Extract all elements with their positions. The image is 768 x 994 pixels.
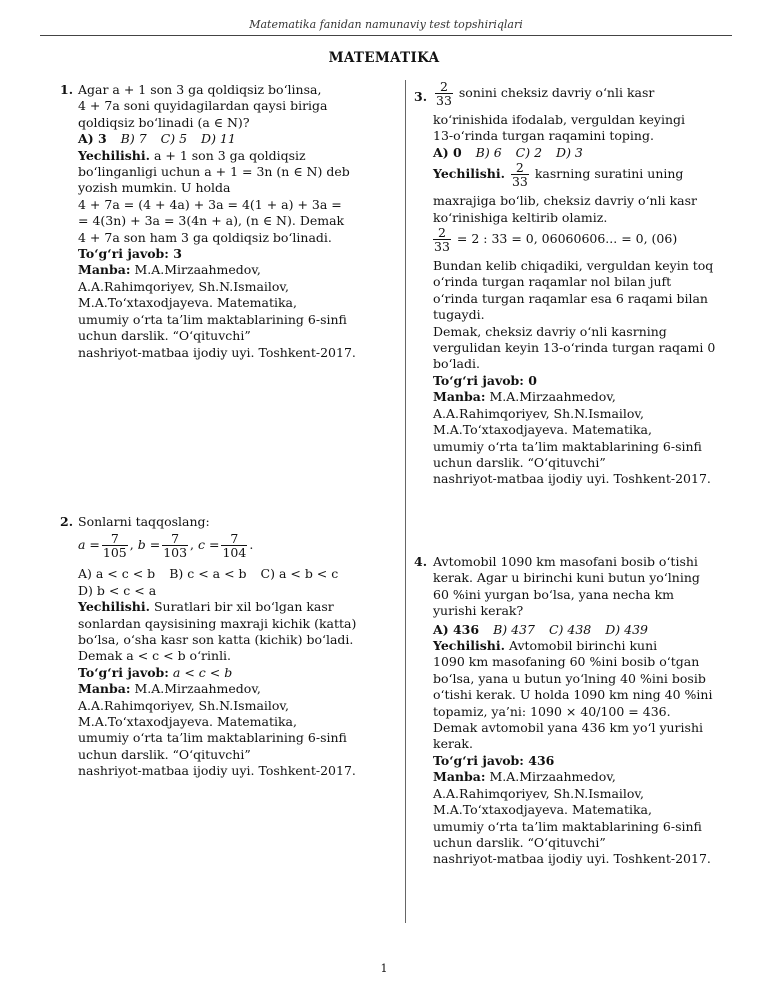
question-line: ko‘rinishida ifodalab, verguldan keyingi xyxy=(433,112,686,127)
solution-line: maxrajiga bo‘lib, cheksiz davriy o‘nli kasr xyxy=(433,193,697,209)
source-line: umumiy o‘rta ta’lim maktablarining 6-sinfi xyxy=(433,818,702,834)
source-label: Manba: xyxy=(78,681,131,697)
denominator: 33 xyxy=(436,93,452,108)
numerator: 2 xyxy=(433,226,451,240)
denominator: 105 xyxy=(102,545,127,561)
fraction xyxy=(511,161,529,188)
fraction-c xyxy=(221,532,247,559)
option-a: A) a < c < b xyxy=(78,566,156,582)
numerator: 2 xyxy=(435,80,453,94)
answer-label: To‘g‘ri javob: xyxy=(433,752,524,768)
solution-line: kerak. xyxy=(433,736,473,752)
solution-line: yozish mumkin. U holda xyxy=(78,180,231,196)
page-title: MATEMATIKA xyxy=(328,50,440,66)
separator: . xyxy=(249,537,254,553)
column-divider xyxy=(405,80,406,923)
question-line: Sonlarni taqqoslang: xyxy=(78,514,210,529)
source-line: A.A.Rahimqoriyev, Sh.N.Ismailov, xyxy=(78,697,289,713)
question-line: kerak. Agar u birinchi kuni butun yo‘lning xyxy=(433,570,700,586)
solution-line: ko‘rinishiga keltirib olamiz. xyxy=(433,209,608,225)
answer-options xyxy=(433,145,743,161)
option-d: D) 439 xyxy=(605,621,648,637)
source-line: M.A.To‘xtaxodjayeva. Matematika, xyxy=(433,802,652,818)
option-a: A) 0 xyxy=(433,144,462,160)
answer-value: 436 xyxy=(528,752,555,768)
source-line: nashriyot-matbaa ijodiy uyi. Toshkent-2017. xyxy=(433,851,711,867)
option-d: D) b < c < a xyxy=(78,582,157,598)
solution-line: Demak a < c < b o‘rinli. xyxy=(78,648,232,664)
answer-options xyxy=(433,622,743,638)
question-line: qoldiqsiz bo‘linadi (a ∈ N)? xyxy=(78,114,250,130)
option-b: B) 6 xyxy=(475,144,502,160)
fraction xyxy=(435,80,453,107)
solution-line: o‘tishi kerak. U holda 1090 km ning 40 %ini xyxy=(433,687,713,703)
solution-line: 4 + 7a son ham 3 ga qoldiqsiz bo‘linadi. xyxy=(78,229,332,245)
source-line: A.A.Rahimqoriyev, Sh.N.Ismailov, xyxy=(78,278,289,294)
problem-number: 1. xyxy=(60,82,74,97)
source-line: M.A.Mirzaahmedov, xyxy=(489,769,616,785)
solution-line: 4 + 7a = (4 + 4a) + 3a = 4(1 + a) + 3a = xyxy=(78,196,342,212)
solution-line: Demak avtomobil yana 436 km yo‘l yurishi xyxy=(433,720,703,736)
solution-label: Yechilishi. xyxy=(433,638,505,654)
source-line: nashriyot-matbaa ijodiy uyi. Toshkent-2017. xyxy=(78,344,356,360)
source-line: nashriyot-matbaa ijodiy uyi. Toshkent-2017. xyxy=(433,471,711,487)
option-d: D) 3 xyxy=(556,144,583,160)
solution-line: Suratlari bir xil bo‘lgan kasr xyxy=(153,599,334,615)
denominator: 103 xyxy=(163,545,188,561)
solution-line: tugaydi. xyxy=(433,307,485,323)
source-line: nashriyot-matbaa ijodiy uyi. Toshkent-2017. xyxy=(78,763,356,779)
source-line: uchun darslik. “O‘qituvchi” xyxy=(433,454,606,470)
option-c: C) 2 xyxy=(515,144,543,160)
source-line: M.A.To‘xtaxodjayeva. Matematika, xyxy=(433,422,652,438)
question-line: yurishi kerak? xyxy=(433,603,524,619)
numerator: 7 xyxy=(221,532,247,546)
source-line: uchun darslik. “O‘qituvchi” xyxy=(433,834,606,850)
option-a: A) 436 xyxy=(433,621,480,637)
option-d: D) 11 xyxy=(201,131,236,147)
solution-line: Demak, cheksiz davriy o‘nli kasrning xyxy=(433,323,667,339)
source-line: M.A.Mirzaahmedov, xyxy=(134,262,261,278)
answer-value: 0 xyxy=(528,372,537,388)
source-line: A.A.Rahimqoriyev, Sh.N.Ismailov, xyxy=(433,405,644,421)
var-b: b = xyxy=(137,537,161,553)
answer-value: 3 xyxy=(173,246,182,262)
source-label: Manba: xyxy=(433,769,486,785)
solution-line: o‘rinda turgan raqamlar esa 6 raqami bilan xyxy=(433,290,708,306)
source-line: M.A.Mirzaahmedov, xyxy=(489,389,616,405)
option-b: B) 7 xyxy=(120,131,147,147)
solution-label: Yechilishi. xyxy=(433,166,505,182)
fractions-line xyxy=(78,532,393,564)
solution-line: sonlardan qaysisining maxraji kichik (katta) xyxy=(78,615,357,631)
solution-line: Bundan kelib chiqadiki, verguldan keyin toq xyxy=(433,258,714,274)
var-c: c = xyxy=(198,537,220,553)
option-c: C) 438 xyxy=(548,621,592,637)
var-a: a = xyxy=(78,537,100,553)
solution-line: vergulidan keyin 13-o‘rinda turgan raqami 0 xyxy=(433,340,716,356)
question-line: 60 %ini yurgan bo‘lsa, yana necha km xyxy=(433,586,674,602)
separator: , xyxy=(129,537,134,553)
solution-label: Yechilishi. xyxy=(78,147,150,163)
source-line: umumiy o‘rta ta’lim maktablarining 6-sinfi xyxy=(433,438,702,454)
question-line: sonini cheksiz davriy o‘nli kasr xyxy=(458,85,655,100)
source-line: umumiy o‘rta ta’lim maktablarining 6-sinfi xyxy=(78,730,347,746)
numerator: 2 xyxy=(511,161,529,175)
source-line: uchun darslik. “O‘qituvchi” xyxy=(78,746,251,762)
question-line: Avtomobil 1090 km masofani bosib o‘tishi xyxy=(433,554,698,569)
solution-line: a + 1 son 3 ga qoldiqsiz xyxy=(153,147,306,163)
solution-line: topamiz, ya’ni: 1090 × 40/100 = 436. xyxy=(433,703,671,719)
answer-label: To‘g‘ri javob: xyxy=(433,372,524,388)
option-b: B) 437 xyxy=(493,621,535,637)
option-a: A) 3 xyxy=(78,131,107,147)
solution-line: 1090 km masofaning 60 %ini bosib o‘tgan xyxy=(433,654,700,670)
equation-line xyxy=(433,226,743,258)
solution-line: = 4(3n) + 3a = 3(4n + a), (n ∈ N). Demak xyxy=(78,213,345,229)
numerator: 7 xyxy=(102,532,128,546)
fraction xyxy=(433,226,451,253)
denominator: 104 xyxy=(222,545,247,561)
source-label: Manba: xyxy=(433,389,486,405)
fraction-b xyxy=(162,532,188,559)
source-line: M.A.Mirzaahmedov, xyxy=(134,681,261,697)
question-line: 13-o‘rinda turgan raqamini toping. xyxy=(433,128,654,144)
answer-label: To‘g‘ri javob: xyxy=(78,664,169,680)
separator: , xyxy=(190,537,195,553)
answer-options xyxy=(78,131,393,147)
solution-line: kasrning suratini uning xyxy=(534,166,684,182)
solution-line: bo‘lsa, yana u butun yo‘lning 40 %ini bosib xyxy=(433,670,706,686)
running-header: Matematika fanidan namunaviy test topshiriqlari xyxy=(249,18,523,31)
option-c: C) a < b < c xyxy=(260,566,339,582)
source-label: Manba: xyxy=(78,262,131,278)
option-b: B) c < a < b xyxy=(169,566,247,582)
question-first-line xyxy=(433,80,743,112)
solution-line: bo‘lsa, o‘sha kasr son katta (kichik) bo‘ladi. xyxy=(78,632,354,648)
question-line: Agar a + 1 son 3 ga qoldiqsiz bo‘linsa, xyxy=(78,82,322,97)
problem-number: 3. xyxy=(414,89,428,104)
denominator: 33 xyxy=(511,174,528,190)
problem-number: 4. xyxy=(414,554,428,569)
numerator: 7 xyxy=(162,532,188,546)
header-rule xyxy=(40,35,732,36)
answer-value: a < c < b xyxy=(172,664,233,680)
fraction-a xyxy=(102,532,128,559)
question-line: 4 + 7a soni quyidagilardan qaysi biriga xyxy=(78,98,328,114)
source-line: uchun darslik. “O‘qituvchi” xyxy=(78,328,251,344)
source-line: M.A.To‘xtaxodjayeva. Matematika, xyxy=(78,714,297,730)
solution-line: bo‘ladi. xyxy=(433,356,480,372)
answer-label: To‘g‘ri javob: xyxy=(78,246,169,262)
source-line: umumiy o‘rta ta’lim maktablarining 6-sinfi xyxy=(78,311,347,327)
solution-label: Yechilishi. xyxy=(78,599,150,615)
source-line: A.A.Rahimqoriyev, Sh.N.Ismailov, xyxy=(433,785,644,801)
page-number: 1 xyxy=(380,962,388,975)
source-line: M.A.To‘xtaxodjayeva. Matematika, xyxy=(78,295,297,311)
denominator: 33 xyxy=(434,239,450,255)
problem-number: 2. xyxy=(60,514,74,529)
solution-line: Avtomobil birinchi kuni xyxy=(508,638,658,654)
solution-first-line xyxy=(433,161,743,193)
solution-line: o‘rinda turgan raqamlar nol bilan juft xyxy=(433,274,672,290)
equation: = 2 : 33 = 0, 06060606... = 0, (06) xyxy=(456,231,678,247)
solution-line: bo‘linganligi uchun a + 1 = 3n (n ∈ N) deb xyxy=(78,164,350,180)
option-c: C) 5 xyxy=(160,131,188,147)
answer-options xyxy=(78,566,393,582)
